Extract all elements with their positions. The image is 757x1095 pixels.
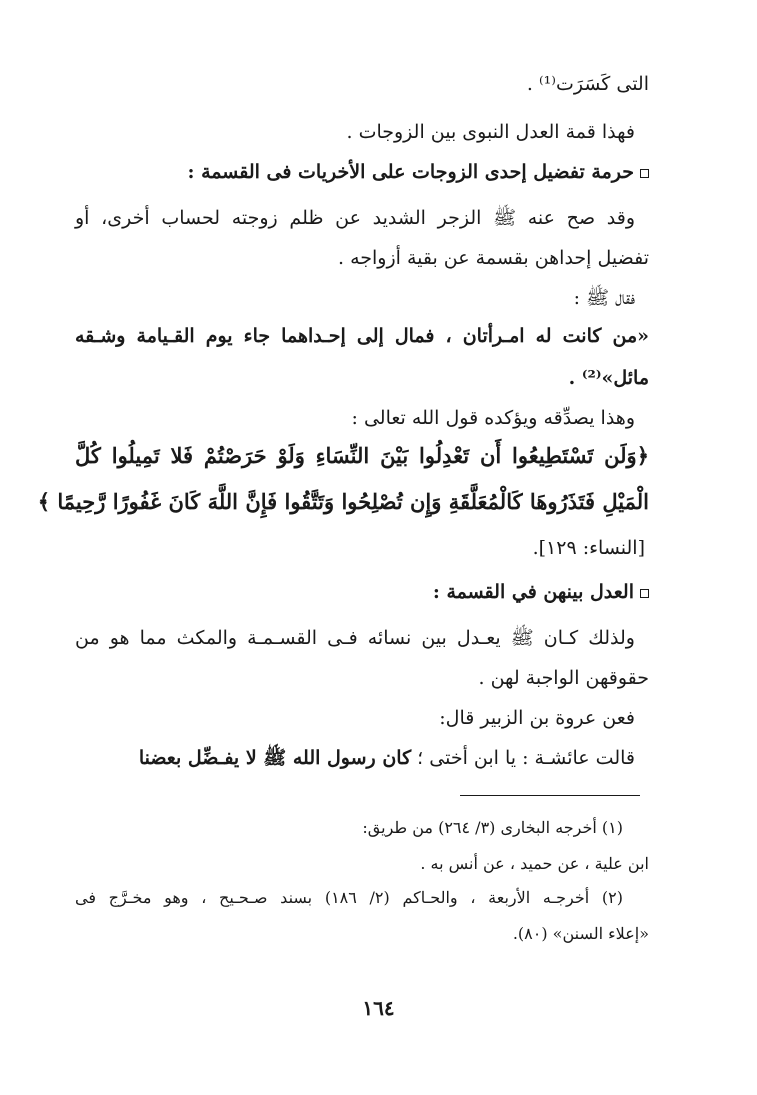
text-line-17-bold: كان رسول الله ﷺ لا يفـضِّل بعضنا (138, 747, 412, 769)
text-line-5: تفضيل إحداهن بقسمة عن بقية أزواجه . (337, 247, 649, 269)
section-heading-justice (433, 578, 649, 606)
footnote-2-cont: «إعلاء السنن» (٨٠). (512, 924, 649, 943)
section-heading-favoritism (187, 158, 649, 186)
quran-verse-line-2: الْمَيْلِ فَتَذَرُوهَا كَالْمُعَلَّقَةِ وَإِن تُصْلِحُوا وَتَتَّقُوا فَإِنَّ اللَّهَ كَانَ غَفُورًا رَّحِيمًا ﴾ (37, 489, 649, 514)
hadith-line-2: مائل»⁽²⁾ . (568, 367, 649, 389)
text-line-17 (139, 744, 635, 772)
text-line-6: فقال ﷺ : (573, 287, 635, 309)
text-line-9: وهذا يصدِّقه ويؤكده قول الله تعالى : (351, 407, 635, 429)
hadith-line-1: «من كانت له امـرأتان ، فمال إلى إحـداهما جاء يوم القـيامة وشـقه (75, 325, 649, 347)
text-line-2: فهذا قمة العدل النبوى بين الزوجات . (346, 121, 635, 143)
footnote-separator (460, 795, 640, 796)
text-line-1: التى كَسَرَت⁽¹⁾ . (526, 73, 649, 95)
verse-reference: [النساء: ١٢٩]. (532, 537, 645, 559)
square-bullet-icon (640, 589, 649, 598)
section-heading-text: العدل بينهن في القسمة : (432, 581, 634, 603)
text-line-15: حقوقهن الواجبة لهن . (478, 667, 649, 689)
quran-verse-line-1: ﴿وَلَن تَسْتَطِيعُوا أَن تَعْدِلُوا بَيْنَ النِّسَاءِ وَلَوْ حَرَصْتُمْ فَلا تَمِيلُوا كُلَّ (75, 443, 649, 468)
text-line-16: فعن عروة بن الزبير قال: (439, 707, 635, 729)
section-heading-text: حرمة تفضيل إحدى الزوجات على الأخريات فى القسمة : (187, 161, 634, 183)
footnote-2: (٢) أخرجـه الأربعة ، والحـاكم (٢/ ١٨٦) بسند صـحـيح ، وهو مخـرَّج فى (75, 888, 623, 907)
square-bullet-icon (640, 169, 649, 178)
text-line-14: ولذلك كـان ﷺ يعـدل بين نسائه فـى القسـمـة والمكث مما هو من (75, 627, 635, 649)
footnote-1: (١) أخرجه البخارى (٣/ ٢٦٤) من طريق: (362, 818, 623, 837)
text-line-4: وقد صح عنه ﷺ الزجر الشديد عن ظلم زوجته لحساب أخرى، أو (75, 207, 635, 229)
footnote-1-cont: ابن علية ، عن حميد ، عن أنس به . (420, 854, 649, 873)
text-line-17-plain: قالت عائشـة : يا ابن أختى ؛ (417, 747, 635, 769)
page-number: ١٦٤ (362, 996, 395, 1020)
